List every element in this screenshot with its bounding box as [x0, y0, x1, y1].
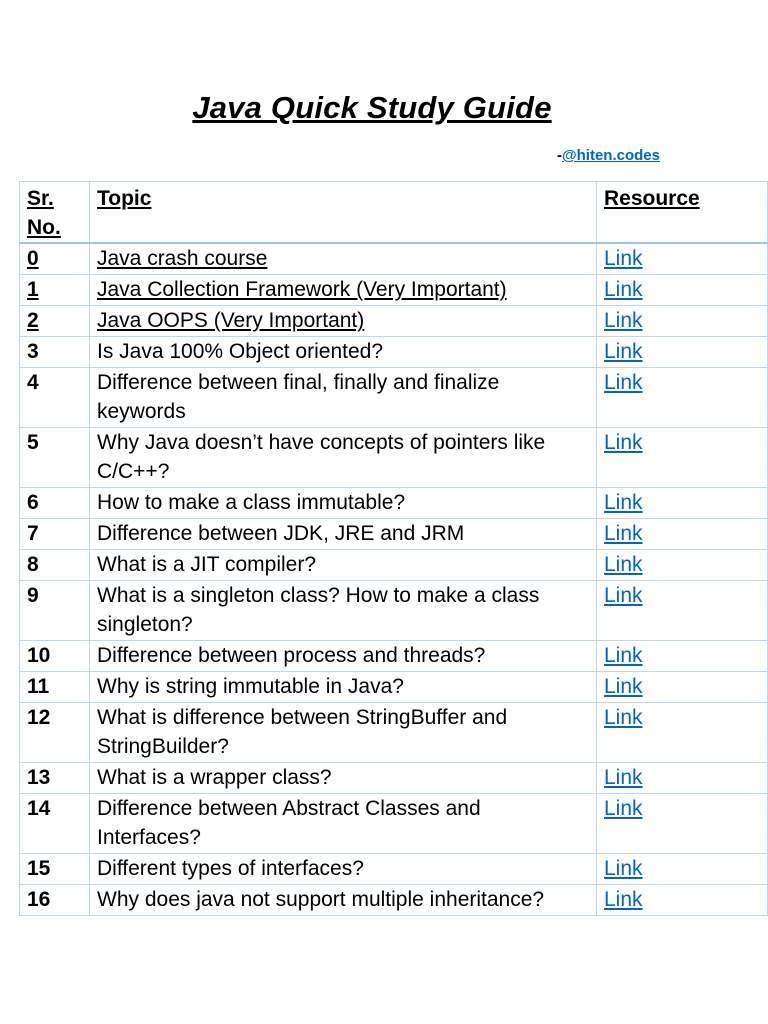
- row-resource-cell: [597, 550, 768, 581]
- row-number: 15: [20, 854, 90, 885]
- table-row: [20, 368, 768, 428]
- row-number: 0: [20, 243, 90, 275]
- row-number: 4: [20, 368, 90, 428]
- row-number: 7: [20, 519, 90, 550]
- row-topic: Difference between Abstract Classes and Interfaces?: [90, 794, 597, 854]
- row-resource-cell: [597, 703, 768, 763]
- row-topic: What is a wrapper class?: [90, 763, 597, 794]
- resource-link[interactable]: Link: [604, 766, 643, 789]
- row-topic: Difference between JDK, JRE and JRM: [90, 519, 597, 550]
- resource-link[interactable]: Link: [604, 797, 643, 820]
- row-number: 8: [20, 550, 90, 581]
- row-resource-cell: [597, 243, 768, 275]
- resource-link[interactable]: Link: [604, 706, 643, 729]
- resource-link[interactable]: Link: [604, 340, 643, 363]
- table-row: [20, 275, 768, 306]
- row-topic: Java Collection Framework (Very Important): [90, 275, 597, 306]
- resource-link[interactable]: Link: [604, 431, 643, 454]
- resource-link[interactable]: Link: [604, 522, 643, 545]
- resource-link[interactable]: Link: [604, 584, 643, 607]
- row-resource-cell: [597, 488, 768, 519]
- row-topic: Is Java 100% Object oriented?: [90, 337, 597, 368]
- row-resource-cell: [597, 763, 768, 794]
- table-body: [20, 243, 768, 916]
- resource-link[interactable]: Link: [604, 675, 643, 698]
- row-number: 13: [20, 763, 90, 794]
- row-resource-cell: [597, 368, 768, 428]
- row-resource-cell: [597, 885, 768, 916]
- table-row: [20, 550, 768, 581]
- row-resource-cell: [597, 306, 768, 337]
- row-resource-cell: [597, 337, 768, 368]
- row-resource-cell: [597, 519, 768, 550]
- row-resource-cell: [597, 275, 768, 306]
- row-topic: What is difference between StringBuffer and StringBuilder?: [90, 703, 597, 763]
- resource-link[interactable]: Link: [604, 857, 643, 880]
- row-topic: Java crash course: [90, 243, 597, 275]
- row-resource-cell: [597, 641, 768, 672]
- row-topic: Why does java not support multiple inheritance?: [90, 885, 597, 916]
- table-row: [20, 703, 768, 763]
- row-topic: Difference between process and threads?: [90, 641, 597, 672]
- table-row: [20, 854, 768, 885]
- row-number: 6: [20, 488, 90, 519]
- table-row: [20, 519, 768, 550]
- header-topic: Topic: [90, 182, 597, 244]
- document-title: Java Quick Study Guide: [192, 90, 552, 125]
- table-row: [20, 337, 768, 368]
- header-sr-no: Sr. No.: [20, 182, 90, 244]
- resource-link[interactable]: Link: [604, 247, 643, 270]
- row-resource-cell: [597, 428, 768, 488]
- row-topic: Why Java doesn’t have concepts of pointers like C/C++?: [90, 428, 597, 488]
- row-number: 3: [20, 337, 90, 368]
- resource-link[interactable]: Link: [604, 371, 643, 394]
- row-number: 14: [20, 794, 90, 854]
- row-topic: What is a JIT compiler?: [90, 550, 597, 581]
- row-topic: How to make a class immutable?: [90, 488, 597, 519]
- row-number: 1: [20, 275, 90, 306]
- table-row: [20, 672, 768, 703]
- table-row: [20, 243, 768, 275]
- row-resource-cell: [597, 854, 768, 885]
- author-handle-link[interactable]: @hiten.codes: [562, 147, 660, 164]
- table-header-row: [20, 182, 768, 244]
- author-dash: -: [557, 147, 562, 164]
- resource-link[interactable]: Link: [604, 278, 643, 301]
- row-number: 9: [20, 581, 90, 641]
- resource-link[interactable]: Link: [604, 644, 643, 667]
- row-number: 16: [20, 885, 90, 916]
- row-topic: Difference between final, finally and finalize keywords: [90, 368, 597, 428]
- resource-link[interactable]: Link: [604, 553, 643, 576]
- row-topic: What is a singleton class? How to make a class singleton?: [90, 581, 597, 641]
- row-resource-cell: [597, 581, 768, 641]
- row-resource-cell: [597, 794, 768, 854]
- row-resource-cell: [597, 672, 768, 703]
- row-number: 2: [20, 306, 90, 337]
- table-row: [20, 794, 768, 854]
- row-number: 12: [20, 703, 90, 763]
- study-guide-table: [19, 181, 768, 916]
- resource-link[interactable]: Link: [604, 888, 643, 911]
- table-row: [20, 488, 768, 519]
- row-number: 11: [20, 672, 90, 703]
- table-row: [20, 885, 768, 916]
- table-row: [20, 581, 768, 641]
- row-topic: Why is string immutable in Java?: [90, 672, 597, 703]
- resource-link[interactable]: Link: [604, 491, 643, 514]
- table-row: [20, 428, 768, 488]
- row-number: 10: [20, 641, 90, 672]
- row-number: 5: [20, 428, 90, 488]
- table-row: [20, 306, 768, 337]
- header-resource: Resource: [597, 182, 768, 244]
- table-row: [20, 641, 768, 672]
- row-topic: Java OOPS (Very Important): [90, 306, 597, 337]
- author-credit: [557, 147, 660, 164]
- resource-link[interactable]: Link: [604, 309, 643, 332]
- row-topic: Different types of interfaces?: [90, 854, 597, 885]
- table-row: [20, 763, 768, 794]
